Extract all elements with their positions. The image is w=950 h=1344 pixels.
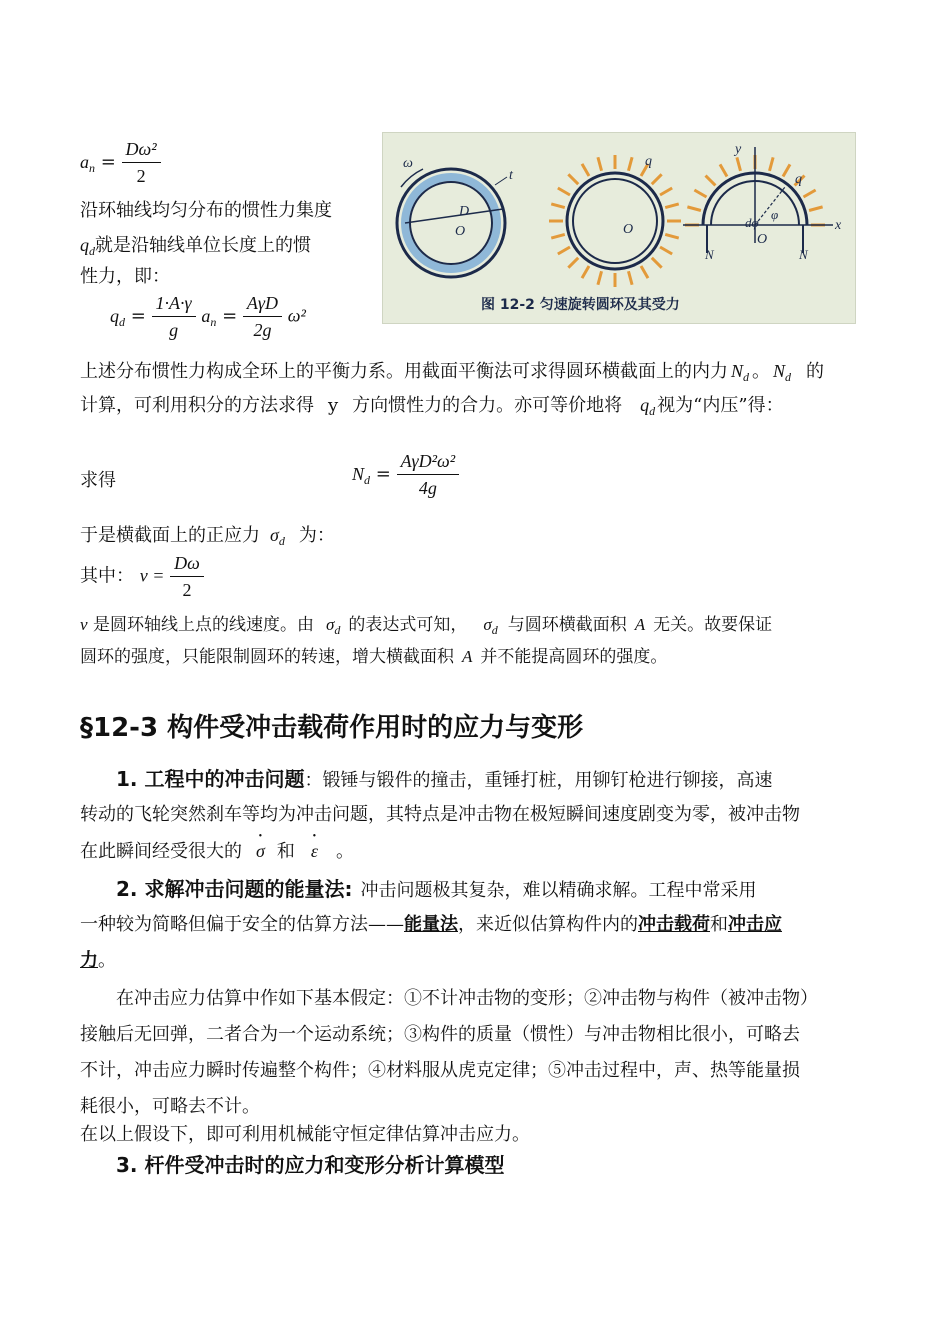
o-label-1: O — [455, 224, 466, 239]
ring-2-arrow — [641, 266, 648, 278]
dphi-label: dφ — [745, 215, 759, 230]
s1-title: 1. 工程中的冲击问题 — [116, 767, 305, 791]
half-ring-arrow — [803, 190, 815, 197]
figure-caption: 图 12-2 匀速旋转圆环及其受力 — [481, 297, 680, 313]
s2-line3: 力。 — [80, 950, 116, 971]
half-ring-arrow — [737, 157, 741, 171]
nd-label-right: N — [799, 247, 808, 262]
half-ring-arrow — [769, 157, 773, 171]
ring-2-arrow — [660, 188, 672, 195]
para2-line1: 上述分布惯性力构成全环上的平衡力系。用截面平衡法可求得圆环横截面上的内力 $N_d$ 。 $N_d$ 的 — [80, 361, 825, 384]
assume-line1: 在冲击应力估算中作如下基本假定：①不计冲击物的变形；②冲击物与构件（被冲击物） — [116, 988, 818, 1009]
ring-2-arrow — [558, 247, 570, 254]
assume-line5: 在以上假设下，即可利用机械能守恒定律估算冲击应力。 — [80, 1124, 530, 1145]
qd-fraction-2: $\frac{\text{AγD}}{2g}$ — [243, 292, 282, 341]
half-ring-arrow — [706, 176, 716, 186]
energy-method: 能量法 — [404, 914, 458, 935]
formula-an: $a_n$ = $\frac{\text{Dω²}}{2}$ — [80, 138, 161, 187]
half-ring-arrow — [783, 164, 790, 176]
ring-2-arrow — [628, 157, 632, 171]
s1-line3: 在此瞬间经受很大的• σ 和• ε 。 — [80, 840, 354, 863]
ring-2-arrow — [568, 174, 578, 184]
ring-2-arrow — [598, 271, 602, 285]
omega-label: ω — [403, 156, 413, 171]
ring-2-arrow — [551, 204, 565, 208]
s2-line2: 一种较为简略但偏于安全的估算方法——能量法，来近似估算构件内的冲击载荷和冲击应 — [80, 914, 782, 935]
half-ring-arrow — [809, 207, 823, 211]
x-label: x — [835, 218, 842, 233]
formula-qd: $q_d$ = $\frac{1\cdot A\cdot\gamma}{g}$ $a_n$ = $\frac{\text{AγD}}{2g}$ ω² — [110, 293, 306, 340]
section-title: §12-3 构件受冲击载荷作用时的应力与变形 — [80, 713, 584, 743]
para1-line1: 沿环轴线均匀分布的惯性力集度 — [80, 200, 332, 221]
s3-title: 3. 杆件受冲击时的应力和变形分析计算模型 — [116, 1153, 505, 1177]
o-label-3: O — [757, 232, 768, 247]
para1-line3: 性力，即： — [80, 266, 170, 287]
s1-line2: 转动的飞轮突然刹车等均为冲击问题，其特点是冲击物在极短瞬间速度剧变为零，被冲击物 — [80, 804, 800, 825]
ring-2-arrow — [598, 157, 602, 171]
s1-line1: 1. 工程中的冲击问题：锻锤与锻件的撞击，重锤打桩，用铆钉枪进行铆接，高速 — [116, 767, 773, 791]
assume-line2: 接触后无回弹，二者合为一个运动系统；③构件的质量（惯性）与冲击物相比很小，可略去 — [80, 1024, 800, 1045]
ring-2-arrow — [558, 188, 570, 195]
assume-line3: 不计，冲击应力瞬时传遍整个构件；④材料服从虎克定律；⑤冲击过程中，声、热等能量损 — [80, 1060, 800, 1081]
phi-label: φ — [771, 207, 779, 222]
para2-line2: 计算，可利用积分的方法求得 y 方向惯性力的合力。亦可等价地将 $q_d$ 视为“内压”得： — [80, 395, 784, 418]
qd-label-2: q — [795, 172, 802, 187]
ring-2-arrow — [628, 271, 632, 285]
qd-symbol: $q_d$ — [80, 235, 95, 258]
ring-2-arrow — [665, 234, 679, 238]
formula-v: 其中： v = $\frac{D\omega}{2}$ — [80, 552, 204, 601]
s2-line1: 2. 求解冲击问题的能量法: 冲击问题极其复杂，难以精确求解。工程中常采用 — [116, 877, 757, 901]
an-fraction: $\frac{\text{Dω²}}{2}$ — [122, 138, 161, 187]
ring-2-arrow — [568, 258, 578, 268]
v-fraction: $\frac{D\omega}{2}$ — [170, 552, 204, 601]
figure-rotating-ring — [382, 132, 856, 324]
nd-fraction: $\frac{\text{AγD²ω²}}{4g}$ — [397, 450, 460, 499]
para1-line2: $q_d$就是沿轴线单位长度上的惯 — [80, 235, 311, 258]
ring-2-arrow — [582, 266, 589, 278]
ring-2-arrow — [665, 204, 679, 208]
half-ring-arrow — [687, 207, 701, 211]
ring-2-arrow — [652, 174, 662, 184]
impact-load: 冲击载荷 — [638, 914, 710, 935]
t-label: t — [509, 168, 513, 183]
an-symbol: $a_n$ — [80, 151, 95, 175]
s2-title: 2. 求解冲击问题的能量法: — [116, 877, 353, 901]
assume-line4: 耗很小，可略去不计。 — [80, 1096, 260, 1117]
formula-nd: $N_d$ = $\frac{\text{AγD²ω²}}{4g}$ — [352, 450, 459, 499]
half-ring-arrow — [694, 190, 706, 197]
o-label-2: O — [623, 222, 634, 237]
nd-label-left: N — [705, 247, 714, 262]
qiude-label: 求得 — [80, 470, 116, 491]
sigma-dot: • σ — [256, 840, 265, 862]
ring-2-arrow — [551, 234, 565, 238]
figure-drawing — [383, 133, 855, 323]
ring-2-arrow — [660, 247, 672, 254]
ring-2-arrow — [652, 258, 662, 268]
qd-fraction-1: $\frac{1\cdot A\cdot\gamma}{g}$ — [152, 292, 196, 341]
ring-2-arrow — [582, 164, 589, 176]
radius-line — [755, 187, 785, 225]
ring-2-outer — [567, 173, 663, 269]
epsilon-dot: • ε — [311, 840, 318, 862]
ring-1 — [397, 169, 507, 277]
d-label: D — [459, 204, 470, 219]
para3-line1: v 是圆环轴线上点的线速度。由 $\sigma_d$ 的表达式可知， $\sigma_d$ 与圆环横截面积 A 无关。故要保证 — [80, 615, 773, 637]
impact-stress: 冲击应 — [728, 914, 782, 935]
ring-2 — [549, 155, 681, 287]
qd-label-1: q — [645, 154, 652, 169]
y-label: y — [735, 142, 742, 157]
para3-line2: 圆环的强度，只能限制圆环的转速，增大横截面积 A 并不能提高圆环的强度。 — [80, 647, 668, 667]
sigma-line: 于是横截面上的正应力 $\sigma_d$ 为： — [80, 525, 335, 548]
ring-2-inner — [573, 179, 657, 263]
half-ring-arrow — [720, 164, 727, 176]
